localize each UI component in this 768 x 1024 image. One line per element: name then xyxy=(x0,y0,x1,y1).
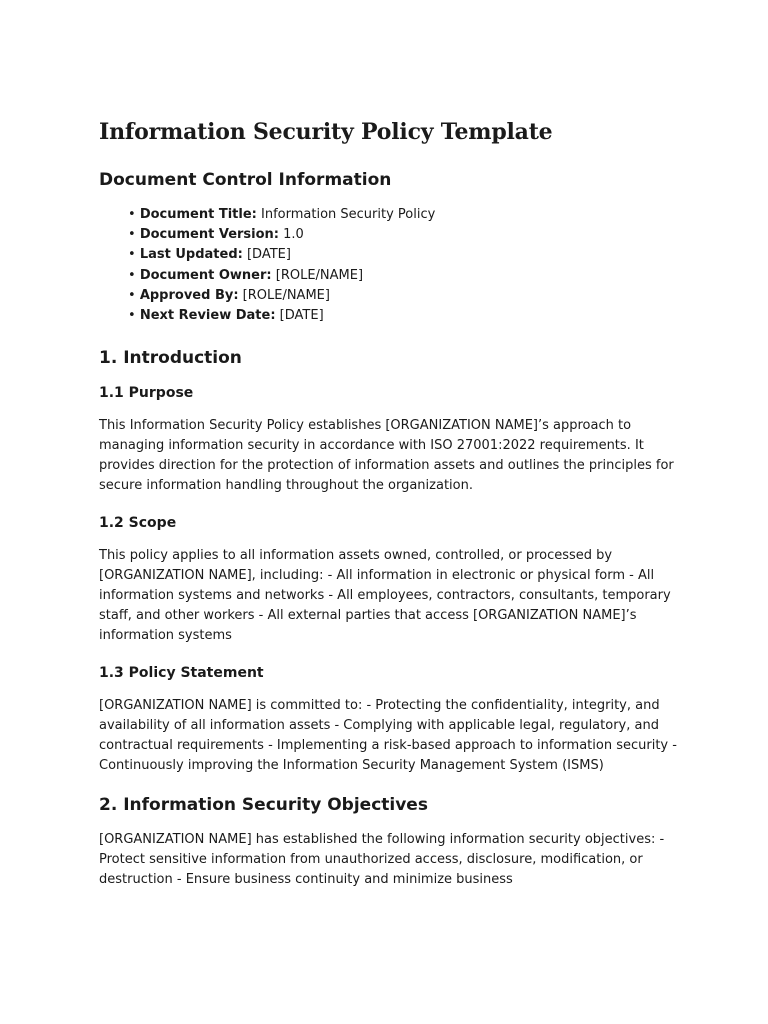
page-title: Information Security Policy Template xyxy=(99,119,553,145)
item-value: [ROLE/NAME] xyxy=(238,287,330,303)
item-value: [DATE] xyxy=(242,247,291,263)
document-control-list xyxy=(99,205,679,326)
section-heading-introduction: 1. Introduction xyxy=(99,348,242,369)
item-label: Approved By: xyxy=(139,287,239,303)
list-item xyxy=(128,225,679,245)
item-value: 1.0 xyxy=(279,227,304,243)
list-item xyxy=(128,266,679,286)
document xyxy=(99,116,679,907)
section-heading-document-control: Document Control Information xyxy=(99,170,392,190)
objectives-paragraph: [ORGANIZATION NAME] has established the following information security objectives: - Protect sensitive information from unauthorized access, disclosure, modification, or destruction - Ensure business continuity and minimize business xyxy=(99,832,665,888)
policy-statement-paragraph: [ORGANIZATION NAME] is committed to: - Protecting the confidentiality, integrity, and availability of all information assets - Complying with applicable legal, regulatory, and contractual requirements - Implementing a risk-based approach to information security - Continuously improving the Information Security Management System (ISMS) xyxy=(99,698,677,774)
list-item xyxy=(128,286,679,306)
subsection-heading-purpose: 1.1 Purpose xyxy=(99,385,194,402)
list-item xyxy=(128,306,679,326)
item-label: Document Owner: xyxy=(139,267,272,283)
list-item xyxy=(128,245,679,265)
item-label: Document Title: xyxy=(139,207,257,222)
purpose-paragraph: This Information Security Policy establishes [ORGANIZATION NAME]’s approach to managing information security in accordance with ISO 27001:2022 requirements. It provides direction for the protection of information assets and outlines the principles for secure information handling throughout the organization. xyxy=(99,418,674,494)
item-label: Last Updated: xyxy=(139,247,243,263)
item-value: [DATE] xyxy=(275,308,324,324)
scope-paragraph: This policy applies to all information assets owned, controlled, or processed by [ORGANIZATION NAME], including: - All information in electronic or physical form - All information systems and networks - All employees, contractors, consultants, temporary staff, and other workers - All external parties that access [ORGANIZATION NAME]’s information systems xyxy=(99,548,671,644)
item-label: Next Review Date: xyxy=(139,308,276,324)
list-item xyxy=(128,205,679,225)
subsection-heading-policy-statement: 1.3 Policy Statement xyxy=(99,665,264,682)
item-value: Information Security Policy xyxy=(256,207,436,222)
item-value: [ROLE/NAME] xyxy=(271,267,364,283)
item-label: Document Version: xyxy=(139,227,280,243)
subsection-heading-scope: 1.2 Scope xyxy=(99,515,177,532)
section-heading-objectives: 2. Information Security Objectives xyxy=(99,795,428,816)
